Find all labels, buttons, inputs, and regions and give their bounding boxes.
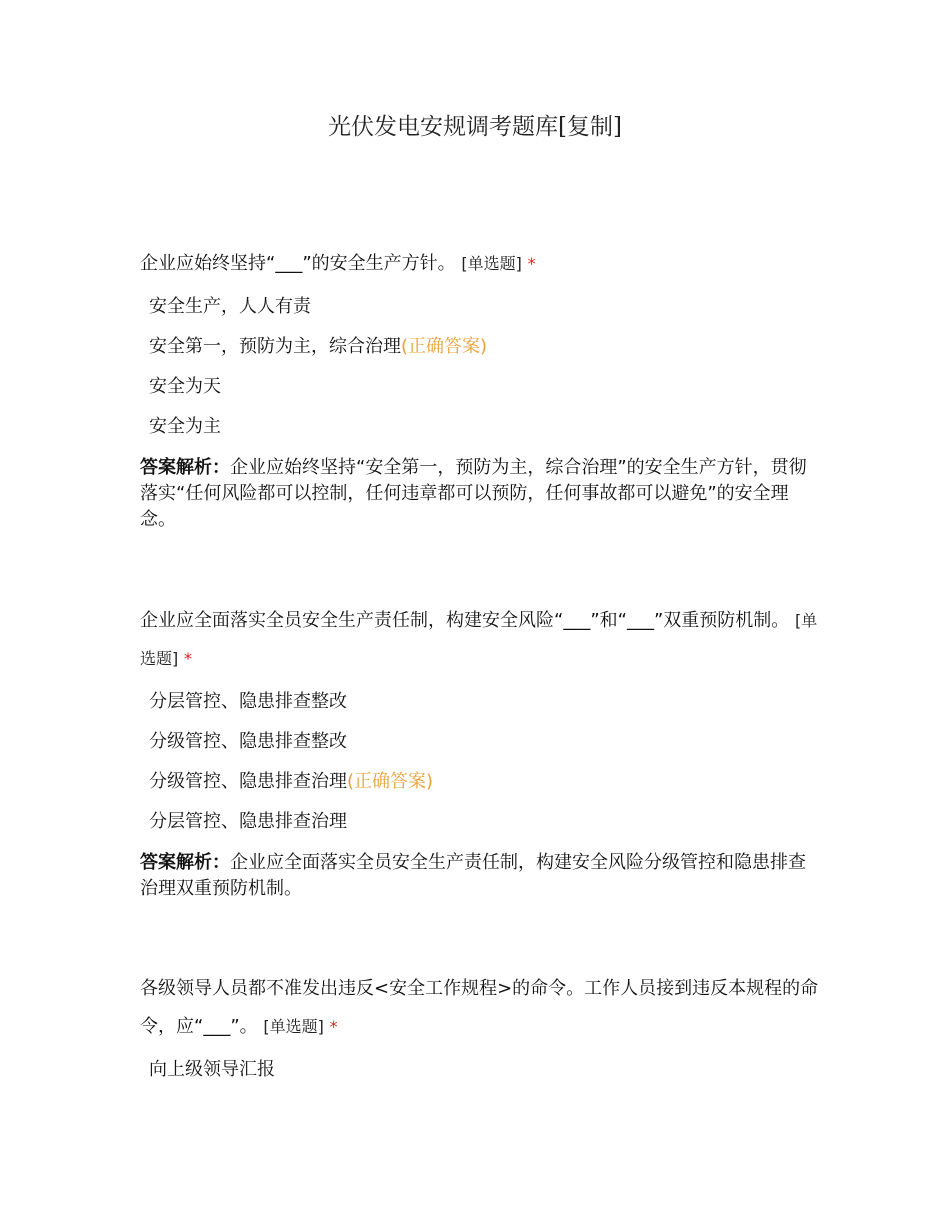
option-text: 分层管控、隐患排查整改 xyxy=(149,691,347,712)
answer-analysis xyxy=(140,850,820,902)
option-item[interactable] xyxy=(140,802,820,842)
option-text: 分级管控、隐患排查治理 xyxy=(149,771,347,792)
required-mark: * xyxy=(183,649,192,668)
option-text: 安全为主 xyxy=(149,416,221,437)
option-text: 安全生产，人人有责 xyxy=(149,296,311,317)
answer-analysis xyxy=(140,455,820,533)
question-3 xyxy=(140,970,820,1090)
question-type-label: [单选题] xyxy=(140,611,818,668)
question-2 xyxy=(140,602,820,902)
question-stem xyxy=(140,245,820,283)
question-text: 企业应始终坚持“___”的安全生产方针。 xyxy=(140,253,456,274)
question-type-label: [单选题] xyxy=(263,1017,324,1036)
option-item[interactable] xyxy=(140,1050,820,1090)
required-mark: * xyxy=(527,254,536,273)
option-item[interactable] xyxy=(140,722,820,762)
analysis-text: 企业应始终坚持“安全第一，预防为主，综合治理”的安全生产方针，贯彻落实“任何风险都可以控制，任何违章都可以预防，任何事故都可以避免”的安全理念。 xyxy=(140,457,807,530)
question-type-label: [单选题] xyxy=(461,254,522,273)
option-item[interactable] xyxy=(140,367,820,407)
question-stem xyxy=(140,602,820,678)
correct-answer-label: (正确答案) xyxy=(401,336,488,357)
option-text: 分级管控、隐患排查整改 xyxy=(149,731,347,752)
analysis-text: 企业应全面落实全员安全生产责任制，构建安全风险分级管控和隐患排查治理双重预防机制。 xyxy=(140,852,806,899)
option-list xyxy=(140,1050,820,1090)
question-1 xyxy=(140,245,820,533)
question-text: 企业应全面落实全员安全生产责任制，构建安全风险“___”和“___”双重预防机制。 xyxy=(140,610,790,631)
option-list xyxy=(140,682,820,842)
option-text: 安全为天 xyxy=(149,376,221,397)
option-item[interactable] xyxy=(140,762,820,802)
option-item[interactable] xyxy=(140,327,820,367)
option-item[interactable] xyxy=(140,682,820,722)
option-item[interactable] xyxy=(140,287,820,327)
correct-answer-label: (正确答案) xyxy=(347,771,434,792)
option-item[interactable] xyxy=(140,407,820,447)
analysis-label: 答案解析： xyxy=(140,852,230,873)
required-mark: * xyxy=(329,1017,338,1036)
option-text: 安全第一，预防为主，综合治理 xyxy=(149,336,401,357)
option-text: 分层管控、隐患排查治理 xyxy=(149,811,347,832)
question-stem xyxy=(140,970,820,1046)
question-text: 各级领导人员都不准发出违反<安全工作规程>的命令。工作人员接到违反本规程的命令，应“___”。 xyxy=(140,978,819,1037)
option-text: 向上级领导汇报 xyxy=(149,1059,275,1080)
document-title: 光伏发电安规调考题库[复制] xyxy=(328,114,622,140)
analysis-label: 答案解析： xyxy=(140,457,230,478)
option-list xyxy=(140,287,820,447)
